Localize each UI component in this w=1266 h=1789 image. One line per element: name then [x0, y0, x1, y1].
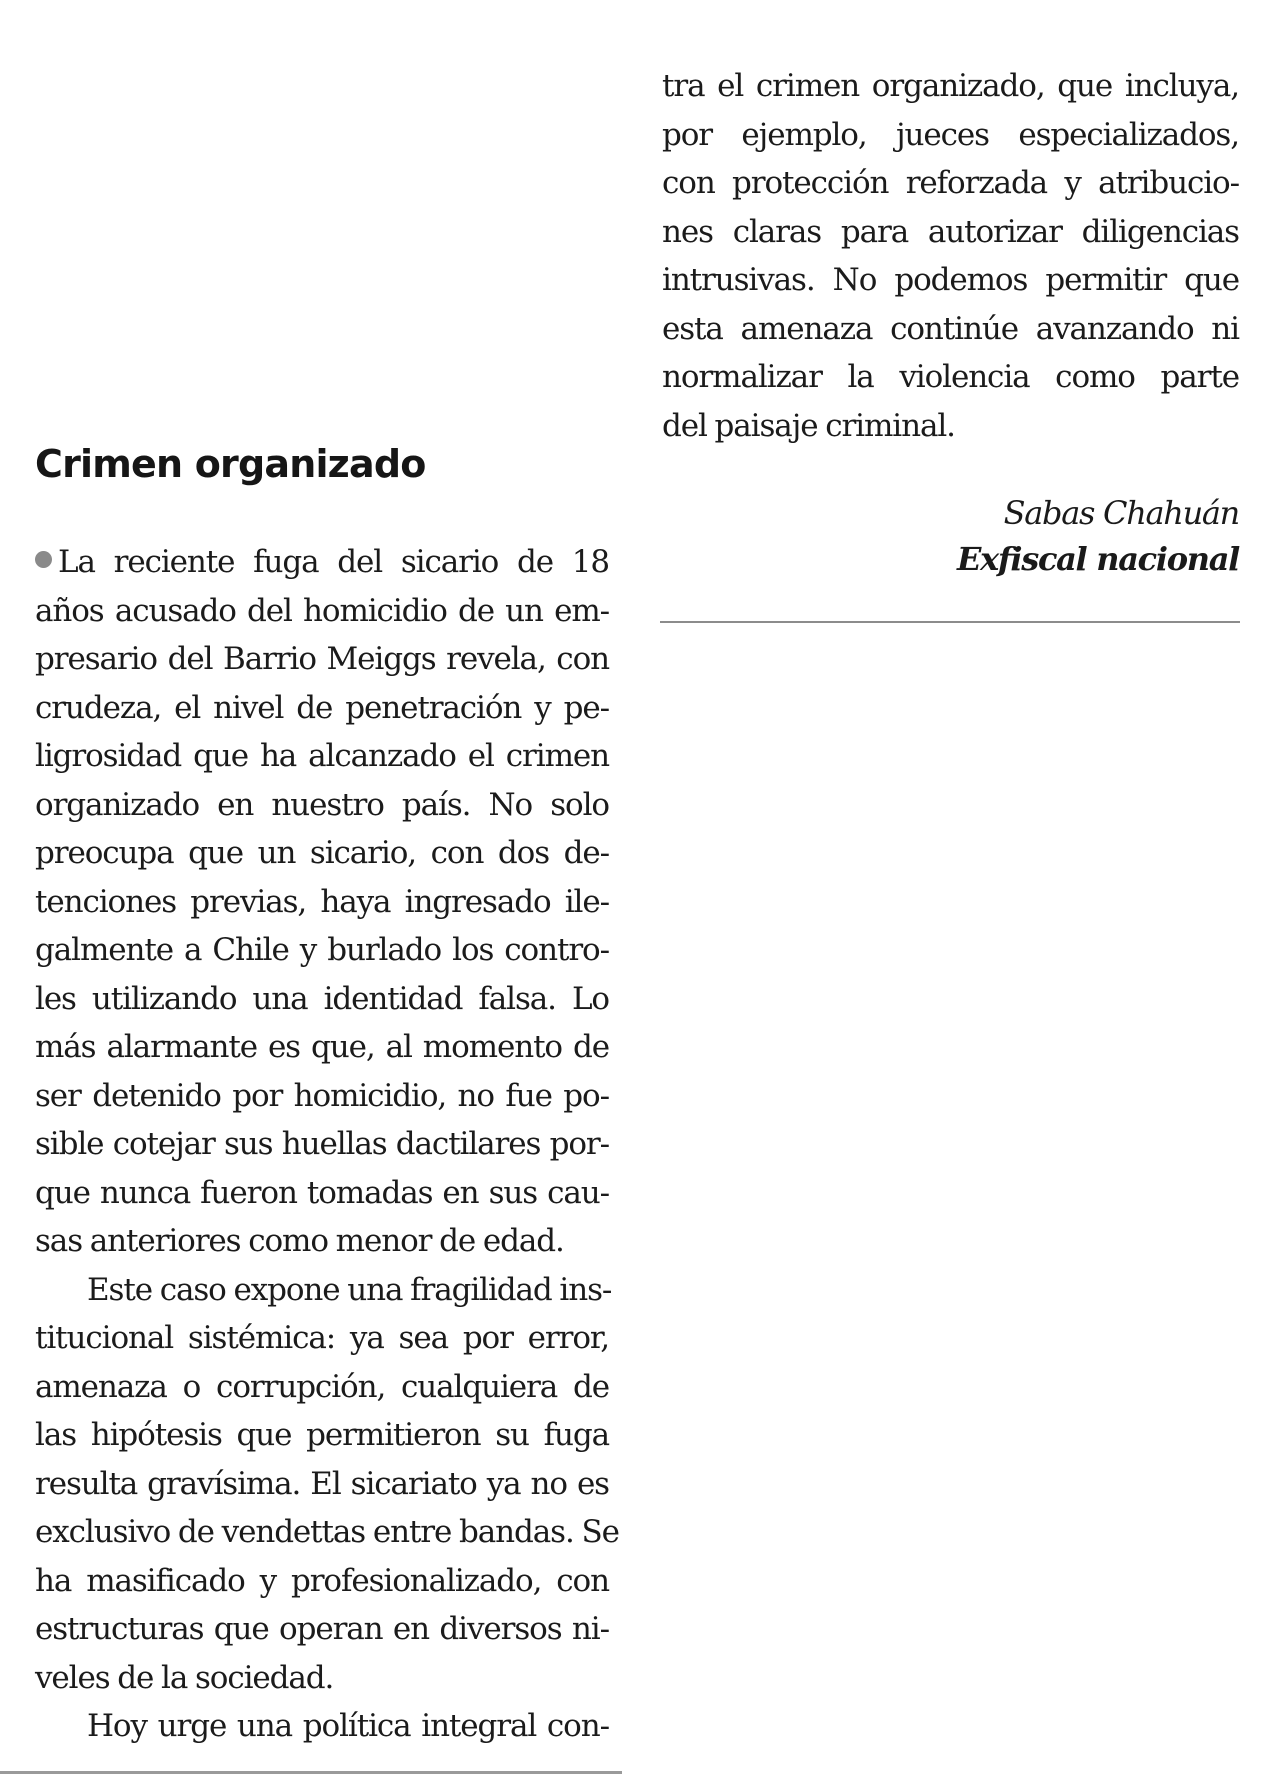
text-line: por ejemplo, jueces especializados,: [662, 116, 1239, 153]
text-line: del paisaje criminal.: [662, 407, 955, 444]
article-heading: Crimen organizado: [35, 442, 426, 486]
text-line: sas anteriores como menor de edad.: [35, 1223, 564, 1259]
text-line: les utilizando una identidad falsa. Lo: [35, 980, 609, 1017]
text-line: años acusado del homicidio de un em-: [35, 592, 609, 629]
text-line: más alarmante es que, al momento de: [35, 1029, 609, 1065]
bullet-icon: [35, 551, 52, 568]
text-line: veles de la sociedad.: [35, 1659, 334, 1696]
text-line: las hipótesis que permitieron su fuga: [35, 1417, 609, 1453]
text-line: tra el crimen organizado, que incluya,: [662, 68, 1239, 104]
text-line: ligrosidad que ha alcanzado el crimen: [35, 738, 609, 774]
text-line: titucional sistémica: ya sea por error,: [35, 1320, 609, 1356]
text-line: Este caso expone una fragilidad ins-: [87, 1271, 612, 1308]
text-line: intrusivas. No podemos permitir que: [662, 262, 1239, 298]
text-line: galmente a Chile y burlado los contro-: [35, 932, 609, 968]
text-line: exclusivo de vendettas entre bandas. Se: [35, 1514, 619, 1550]
text-line: ha masificado y profesionalizado, con: [35, 1562, 609, 1599]
text-line: esta amenaza continúe avanzando ni: [662, 310, 1239, 347]
text-line: nes claras para autorizar diligencias: [662, 213, 1239, 250]
signature-block: [957, 490, 1239, 582]
text-line: estructuras que operan en diversos ni-: [35, 1611, 609, 1647]
text-line: preocupa que un sicario, con dos de-: [35, 835, 609, 871]
paragraph-1: [35, 538, 609, 1266]
text-line: con protección reforzada y atribucio-: [662, 165, 1239, 201]
text-line: presario del Barrio Meiggs revela, con: [35, 641, 609, 677]
text-line: Hoy urge una política integral con-: [87, 1708, 609, 1744]
paragraph-3: [35, 1702, 609, 1751]
text-line: sible cotejar sus huellas dactilares por-: [35, 1126, 609, 1162]
text-line: amenaza o corrupción, cualquiera de: [35, 1368, 609, 1405]
text-line: normalizar la violencia como parte: [662, 359, 1239, 395]
text-line: ser detenido por homicidio, no fue po-: [35, 1077, 609, 1114]
right-column: [662, 62, 1239, 450]
text-line: que nunca fueron tomadas en sus cau-: [35, 1174, 609, 1211]
text-line: [35, 538, 609, 587]
bottom-divider: [0, 1771, 622, 1774]
text-line: crudeza, el nivel de penetración y pe-: [35, 689, 609, 726]
left-column: [35, 538, 619, 1751]
text-line: resulta gravísima. El sicariato ya no es: [35, 1465, 609, 1502]
text-line: organizado en nuestro país. No solo: [35, 786, 609, 823]
author-role: Exfiscal nacional: [957, 540, 1239, 578]
author-name: Sabas Chahuán: [1003, 494, 1239, 532]
text-line-content: La reciente fuga del sicario de 18: [58, 544, 609, 580]
paragraph-2: [35, 1266, 619, 1703]
divider: [660, 621, 1240, 623]
text-line: tenciones previas, haya ingresado ile-: [35, 883, 609, 920]
